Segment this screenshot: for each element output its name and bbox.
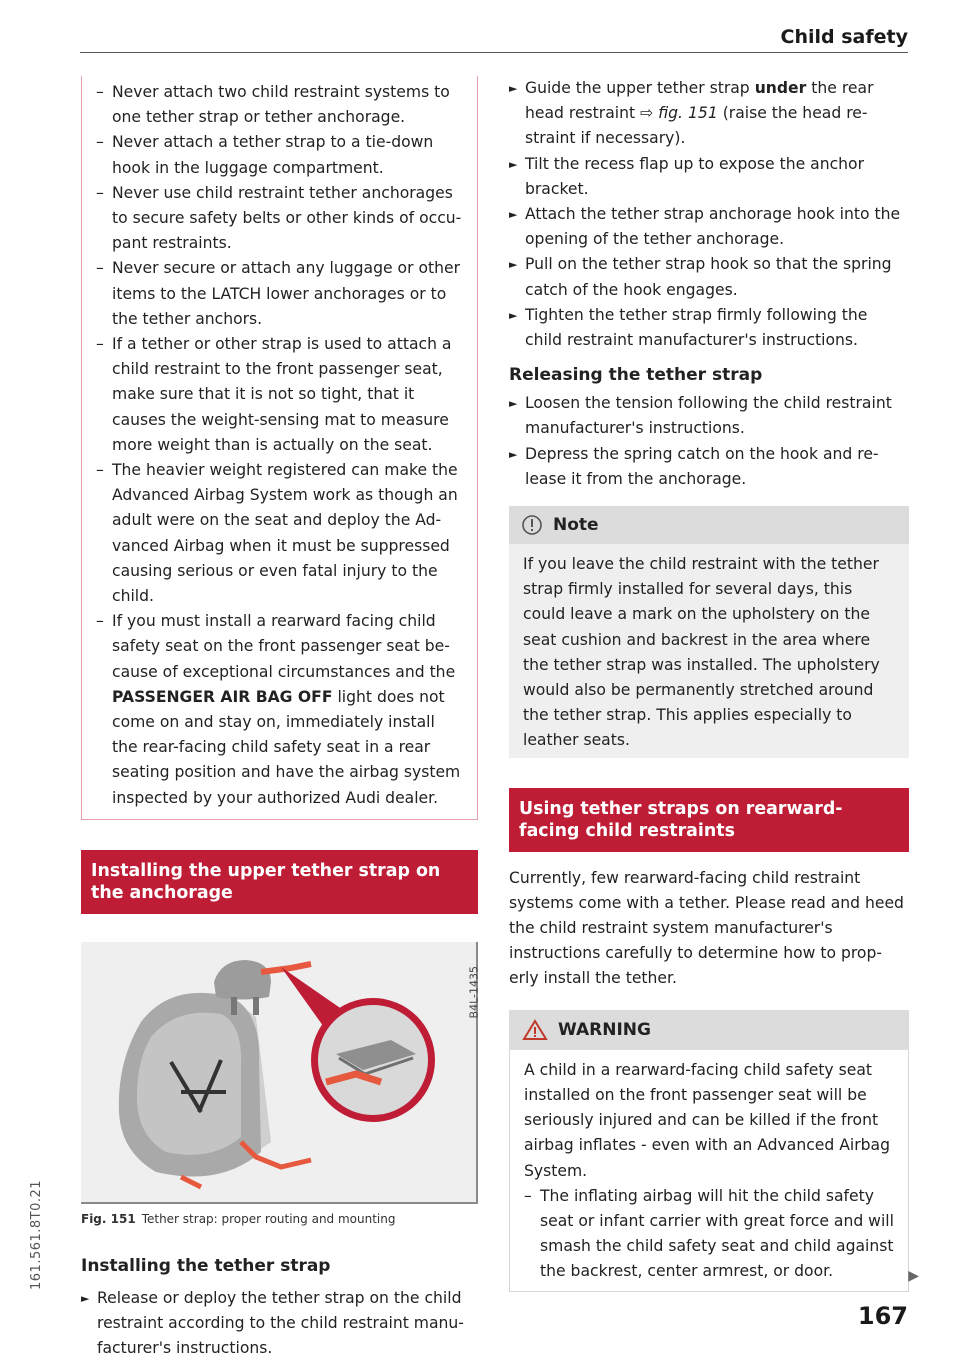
bullet-triangle-icon: ► — [509, 157, 518, 171]
warning-triangle-icon — [522, 1019, 548, 1041]
figure-151 — [81, 942, 478, 1204]
warning-list — [524, 1184, 896, 1285]
warning-item: – If a tether or other strap is used to attach a child restraint to the front passenger seat, make sure that it is not so tight, that it causes the weight-sensing mat to measure more weight than is actually on the seat. — [96, 332, 465, 458]
warning-item: – The inflating airbag will hit the child safety seat or infant carrier with great force and will smash the child safety seat and child against the backrest, center armrest, or door. — [524, 1184, 896, 1285]
warning-item: – Never attach two child restraint systems to one tether strap or tether anchorage. — [96, 80, 465, 130]
sub-heading-releasing: Releasing the tether strap — [509, 365, 763, 386]
releasing-steps — [509, 391, 909, 492]
right-column — [509, 76, 919, 1292]
tether-strap-illustration — [81, 942, 438, 1200]
install-steps — [81, 1286, 478, 1362]
bullet-triangle-icon: ► — [509, 82, 518, 95]
warning-list — [96, 80, 465, 811]
warning-item: – Never attach a tether strap to a tie-down hook in the luggage compartment. — [96, 130, 465, 180]
info-circle-icon — [521, 514, 543, 536]
continue-arrow-icon: ▶ — [908, 1267, 919, 1284]
page-number: 167 — [857, 1302, 908, 1330]
figure-caption — [81, 1212, 478, 1226]
section-heading-installing: Installing the upper tether strap on the anchorage — [81, 850, 478, 914]
list-item: ► Tilt the recess flap up to expose the anchor bracket. — [509, 152, 909, 202]
bullet-triangle-icon: ► — [81, 1291, 90, 1305]
warning-continuation-box — [81, 76, 478, 820]
section-title: Child safety — [780, 26, 908, 48]
warning-header — [509, 1010, 909, 1050]
list-item: ► Loosen the tension following the child restraint manufacturer's instructions. — [509, 391, 909, 441]
header-rule — [80, 52, 908, 53]
note-text: If you leave the child restraint with the tether strap firmly installed for several days, this could leave a mark on the upholstery on the seat cushion and backrest in the area where the tether strap was installed. The upholstery would also be permanently stretched around the tether strap. This applies especially to leather seats. — [509, 544, 909, 758]
passenger-airbag-off-label: PASSENGER AIR BAG OFF — [112, 687, 333, 706]
section-heading-rearward: Using tether straps on rearward-facing child restraints — [509, 788, 909, 852]
figure-label: Fig. 151 — [81, 1211, 136, 1226]
note-box — [509, 506, 909, 758]
figure-caption-text: Tether strap: proper routing and mounting — [141, 1211, 396, 1226]
warning-body — [509, 1050, 909, 1292]
bullet-triangle-icon: ► — [509, 258, 518, 272]
figure-reference: ⇨ fig. 151 — [640, 104, 718, 123]
bullet-triangle-icon: ► — [509, 397, 518, 411]
figure-code: B4L-1435 — [467, 965, 480, 1019]
warning-item: – The heavier weight registered can make the Advanced Airbag System work as though an adult were on the seat and deploy the Ad-vanced Airbag when it must be suppressed causing serious or even fatal injury to the child. — [96, 458, 465, 609]
list-item: ► Attach the tether strap anchorage hook into the opening of the tether anchorage. — [509, 202, 909, 252]
note-header — [509, 506, 909, 544]
warning-text: A child in a rearward-facing child safety seat installed on the front passenger seat will be seriously injured and can be killed if the front airbag inflates - even with an Advanced Airbag System. — [524, 1060, 891, 1180]
document-code: 161.561.8T0.21 — [29, 1179, 44, 1290]
warning-title: WARNING — [558, 1019, 651, 1040]
note-title: Note — [553, 515, 599, 536]
install-steps-continued — [509, 76, 909, 353]
bullet-triangle-icon: ► — [509, 208, 518, 222]
bullet-triangle-icon: ► — [509, 447, 518, 461]
warning-item: – Never use child restraint tether anchorages to secure safety belts or other kinds of occu-pant restraints. — [96, 181, 465, 257]
warning-item: – Never secure or attach any luggage or other items to the LATCH lower anchorages or to the tether anchors. — [96, 256, 465, 332]
sub-heading-installing-tether: Installing the tether strap — [81, 1255, 331, 1276]
warning-box — [509, 1010, 919, 1292]
rearward-intro: Currently, few rearward-facing child restraint systems come with a tether. Please read and heed the child restraint system manufacturer's instructions carefully to determine how to prop-erly install the tether. — [509, 868, 904, 988]
list-item: ► Depress the spring catch on the hook and re-lease it from the anchorage. — [509, 442, 909, 492]
list-item: ► Guide the upper tether strap under the rear head restraint ⇨ fig. 151 (raise the head re-straint if necessary). — [509, 76, 909, 152]
list-item: ► Release or deploy the tether strap on the child restraint according to the child restraint manu-facturer's instructions. — [81, 1286, 478, 1362]
list-item: ► Tighten the tether strap firmly following the child restraint manufacturer's instructions. — [509, 303, 909, 353]
list-item: ► Pull on the tether strap hook so that the spring catch of the hook engages. — [509, 252, 909, 302]
bullet-triangle-icon: ► — [509, 308, 518, 322]
left-column — [81, 76, 478, 1362]
warning-item: – If you must install a rearward facing child safety seat on the front passenger seat be-cause of exceptional circumstances and the PASSENGER AIR BAG OFF light does not come on and stay on, immediately install the rear-facing child safety seat in a rear seating position and have the airbag system inspected by your authorized Audi dealer. — [96, 609, 465, 811]
